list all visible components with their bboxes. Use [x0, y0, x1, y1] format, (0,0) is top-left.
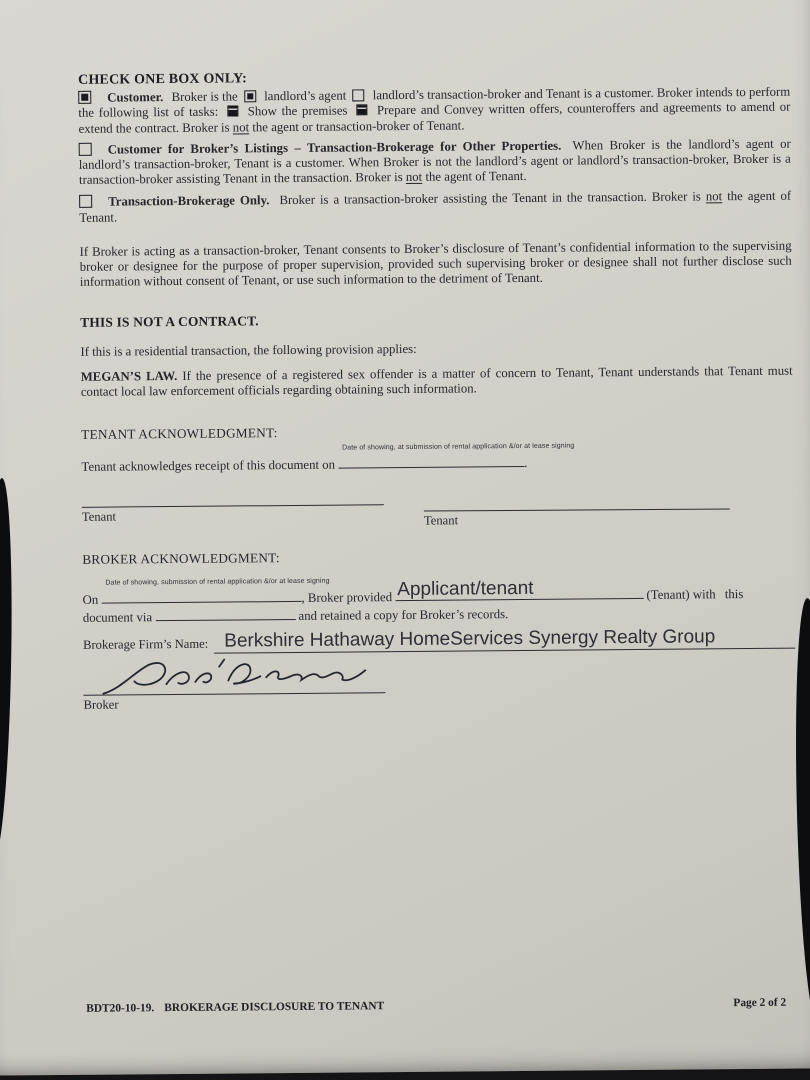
broker-provided-label: , Broker provided [301, 590, 393, 605]
checkbox-customer [78, 91, 91, 104]
consent-paragraph: If Broker is acting as a transaction-broker, Tenant consents to Broker’s disclosure of Tenant’s confidential information to the supervising broker or designee for the purpose of proper supervision, provided such supervising broker or designee shall not further disclose such information without consent of Tenant, or use such information to the detriment of Tenant. [79, 238, 792, 290]
option-customer [78, 85, 790, 137]
tenant-acknowledgment-heading: TENANT ACKNOWLEDGMENT: [81, 425, 278, 443]
not-underlined: not [232, 119, 250, 135]
receipt-text: Tenant acknowledges receipt of this document on [81, 458, 336, 475]
handwritten-signature-icon [97, 654, 383, 704]
brokerage-firm-line [83, 626, 795, 655]
checkbox-show-premises [227, 106, 238, 117]
option-transaction-brokerage-only [79, 189, 791, 226]
brokerage-firm-label: Brokerage Firm’s Name: [82, 636, 209, 653]
broker-signature-label: Broker [83, 697, 119, 713]
option-brokers-listings-text: When Broker is the landlord’s agent or landlord’s transaction-broker, Tenant is a customer. When Broker is not the landlord’s agent or landlord’s transaction-broker, Broker is a transaction-broker assisting Tenant in the transaction. Broker is [78, 136, 791, 188]
tenant-signature-line-2 [424, 508, 730, 511]
tenant-receipt-line [81, 442, 793, 475]
option-customer-label: Customer. [107, 90, 164, 105]
tenant-signature-label-1: Tenant [81, 509, 117, 524]
residential-provision-line: If this is a residential transaction, the following provision applies: [80, 341, 417, 359]
tenant-signature-row [81, 500, 794, 528]
broker-date-field-caption: Date of showing, submission of rental application &/or at lease signing [105, 577, 330, 587]
broker-acknowledgment-heading: BROKER ACKNOWLEDGMENT: [82, 549, 280, 567]
megans-law-text: If the presence of a registered sex offender is a matter of concern to Tenant, Tenant understands that Tenant must contact local law enforcement officials regarding obtaining such information. [80, 363, 793, 399]
document-via-field[interactable] [155, 606, 295, 621]
tenant-signature-1[interactable] [82, 504, 384, 525]
option-brokers-listings-label: Customer for Broker’s Listings – Transaction-Brokerage for Other Properties. [107, 138, 562, 157]
checkbox-landlords-agent [244, 90, 256, 102]
megans-law-paragraph [81, 363, 793, 400]
checkbox-landlords-transaction-broker [352, 90, 364, 102]
brokerage-firm-field[interactable]: Berkshire Hathaway HomeServices Synergy Realty Group [214, 626, 795, 654]
provided-to-field[interactable] [395, 577, 643, 601]
option-brokers-listings-text-end: the agent of Tenant. [425, 169, 527, 185]
task-show-premises-label: Show the premises [247, 103, 348, 119]
receipt-date-field[interactable] [338, 442, 575, 469]
page-footer [86, 997, 786, 1015]
provided-to-field-value: Applicant/tenant [397, 577, 534, 601]
option-customer-text-end: the agent or transaction-broker of Tenant. [252, 118, 465, 134]
receipt-period: . [524, 456, 528, 471]
megans-law-label: MEGAN’S LAW. [80, 368, 178, 384]
option-transaction-only-text-end: the agent of Tenant. [79, 189, 792, 225]
retained-copy-text: and retained a copy for Broker’s records. [298, 607, 509, 624]
footer-page-number: Page 2 of 2 [733, 996, 787, 1010]
option-customer-text-mid: and Tenant is a customer. Broker intends to perform the following list of tasks: [78, 84, 791, 121]
tenant-signature-label-2: Tenant [423, 512, 459, 528]
not-a-contract-heading: THIS IS NOT A CONTRACT. [80, 313, 259, 331]
document-via-label: document via [82, 610, 153, 626]
not-underlined: not [705, 189, 723, 204]
not-underlined: not [405, 170, 423, 185]
broker-signature-line[interactable] [83, 663, 385, 697]
receipt-date-field-caption: Date of showing, at submission of rental application &/or at lease signing [342, 442, 575, 452]
broker-date-field[interactable] [101, 577, 330, 604]
footer-form-title [86, 1000, 384, 1015]
landlords-transaction-broker-label: landlord’s transaction-broker [372, 87, 522, 103]
with-this-text: with this [692, 587, 744, 602]
on-label: On [82, 592, 99, 607]
option-transaction-only-text: Broker is a transaction-broker assisting the Tenant in the transaction. Broker is [279, 189, 701, 208]
document-content [78, 67, 796, 714]
landlords-agent-label: landlord’s agent [264, 88, 347, 104]
footer-form-name: BROKERAGE DISCLOSURE TO TENANT [164, 1000, 385, 1015]
task-prepare-convey-label: Prepare and Convey written offers, counteroffers and agreements to amend or extend the contract. Broker is [78, 100, 791, 136]
section-heading-check-one-box: CHECK ONE BOX ONLY: [78, 71, 248, 88]
footer-form-code: BDT20-10-19. [86, 1002, 155, 1015]
checkbox-customer-brokers-listings [79, 143, 92, 156]
checkbox-prepare-convey [356, 105, 367, 116]
tenant-signature-2[interactable] [424, 508, 730, 528]
tenant-paren-label: (Tenant) [646, 587, 690, 602]
option-customer-brokers-listings [79, 136, 791, 188]
checkbox-transaction-brokerage-only [79, 195, 92, 208]
broker-signature-block [83, 663, 385, 714]
option-transaction-only-label: Transaction-Brokerage Only. [108, 193, 270, 209]
option-customer-text-intro: Broker is the [171, 89, 238, 105]
